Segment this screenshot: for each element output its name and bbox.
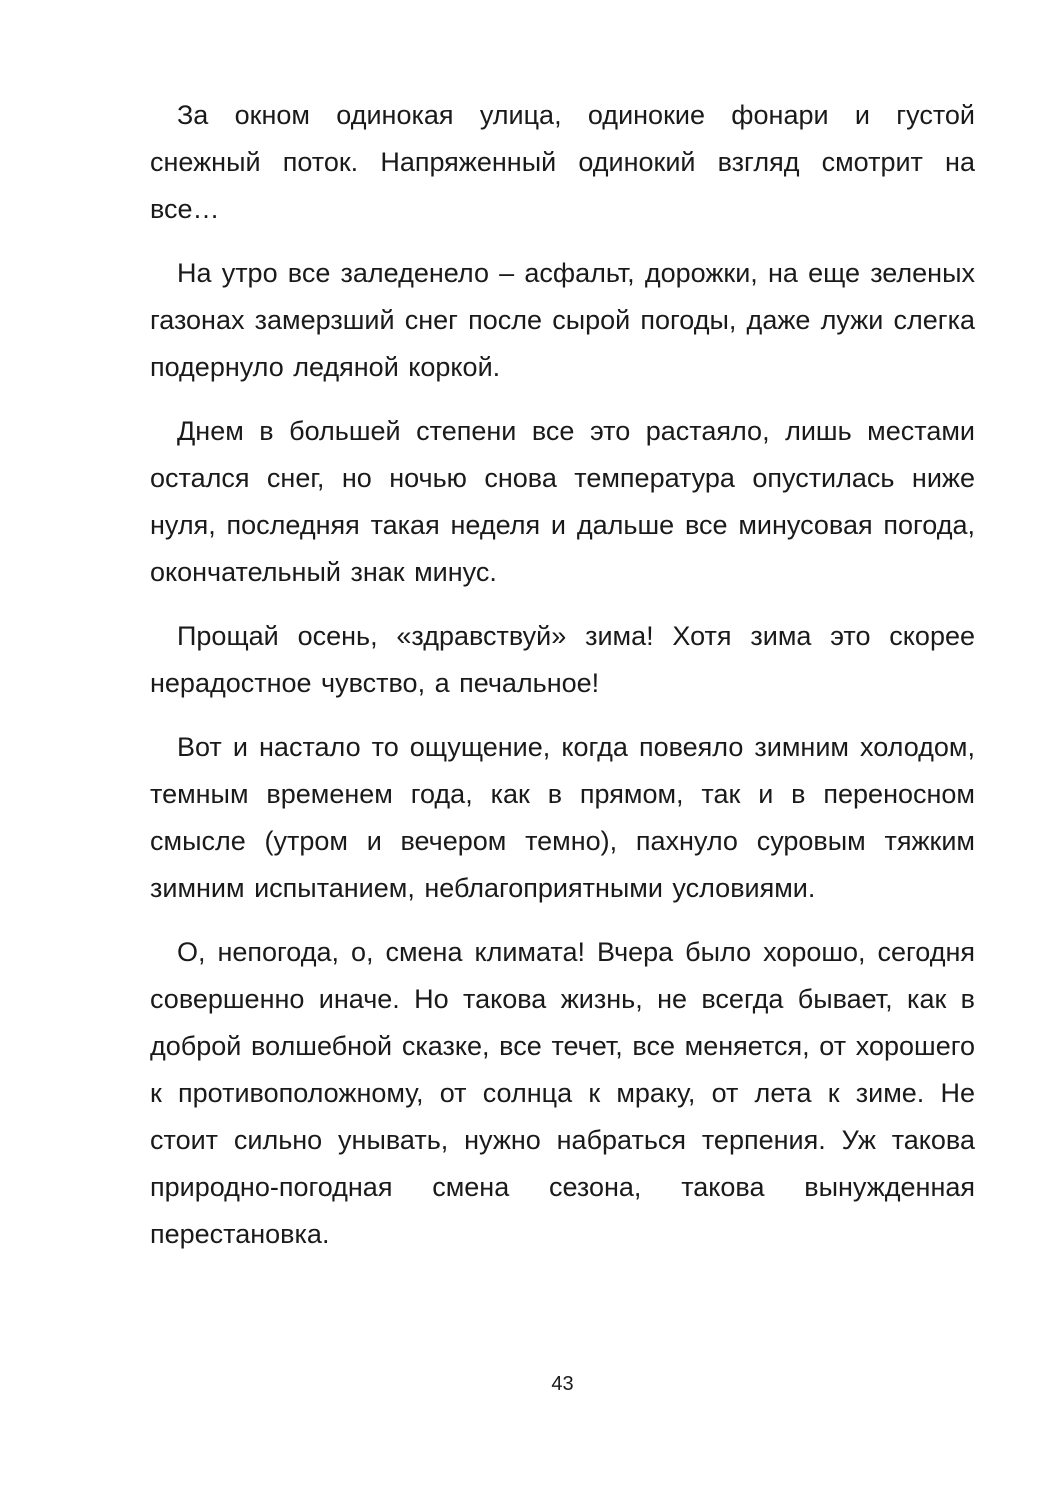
paragraph: Вот и настало то ощущение, когда повеяло зимним холодом, темным временем года, как в прямом, так и в переносном смысле (утром и вечером темно), пахнуло суровым тяжким зимним испытанием, неблагоприятными условиями. [150,732,975,903]
paragraph: Днем в большей степени все это растаяло, лишь местами остался снег, но ночью снова температура опустилась ниже нуля, последняя такая неделя и дальше все минусовая погода, окончательный знак минус. [150,416,975,587]
paragraph: О, непогода, о, смена климата! Вчера было хорошо, сегодня совершенно иначе. Но такова жизнь, не всегда бывает, как в доброй волшебной сказке, все течет, все меняется, от хорошего к противоположному, от солнца к мраку, от лета к зиме. Не стоит сильно унывать, нужно набраться терпения. Уж такова природно-погодная смена сезона, такова вынужденная перестановка. [150,937,975,1249]
page-number: 43 [551,1373,574,1395]
paragraph: За окном одинокая улица, одинокие фонари и густой снежный поток. Напряженный одинокий взгляд смотрит на все… [150,100,975,224]
text-block [150,92,975,1275]
paragraph: На утро все заледенело – асфальт, дорожки, на еще зеленых газонах замерзший снег после сырой погоды, даже лужи слегка подернуло ледяной коркой. [150,258,975,382]
paragraph: Прощай осень, «здравствуй» зима! Хотя зима это скорее нерадостное чувство, а печальное! [150,621,975,698]
